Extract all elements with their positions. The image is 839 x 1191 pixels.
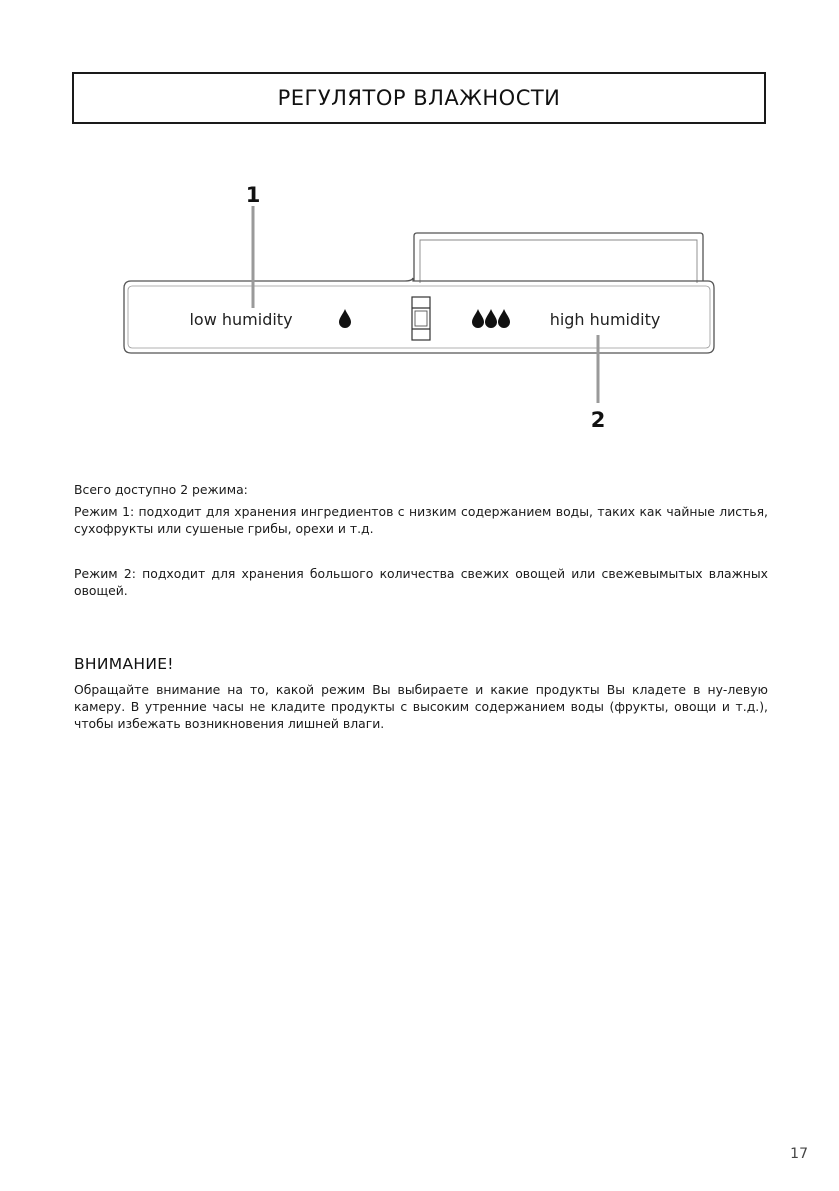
triple-droplet-icon — [472, 309, 510, 328]
mode-2-description: Режим 2: подходит для хранения большого количества свежих овощей или свежевымытых влажных овощей. — [74, 566, 768, 598]
callout-2-number: 2 — [590, 408, 606, 432]
mode-1-description: Режим 1: подходит для хранения ингредиентов с низким содержанием воды, таких как чайные листья, сухофрукты или сушеные грибы, орехи и т.д. — [74, 504, 768, 536]
warning-text: Обращайте внимание на то, какой режим Вы выбираете и какие продукты Вы кладете в ну-левую камеру. В утренние часы не кладите продукты с высоким содержанием воды (фрукты, овощи и т.д.), чтобы избежать возникновения лишней влаги. — [74, 682, 768, 731]
modes-intro: Всего доступно 2 режима: — [74, 482, 248, 497]
warning-heading: ВНИМАНИЕ! — [74, 655, 174, 673]
regulator-back-panel-inner — [420, 240, 697, 283]
low-humidity-label: low humidity — [189, 310, 293, 329]
single-droplet-icon — [339, 309, 351, 328]
callout-1-number: 1 — [245, 183, 261, 207]
page-title: РЕГУЛЯТОР ВЛАЖНОСТИ — [277, 86, 561, 110]
page-number: 17 — [790, 1146, 808, 1162]
humidity-slider[interactable] — [412, 297, 430, 340]
high-humidity-label: high humidity — [549, 310, 661, 329]
humidity-regulator-diagram — [0, 0, 839, 450]
